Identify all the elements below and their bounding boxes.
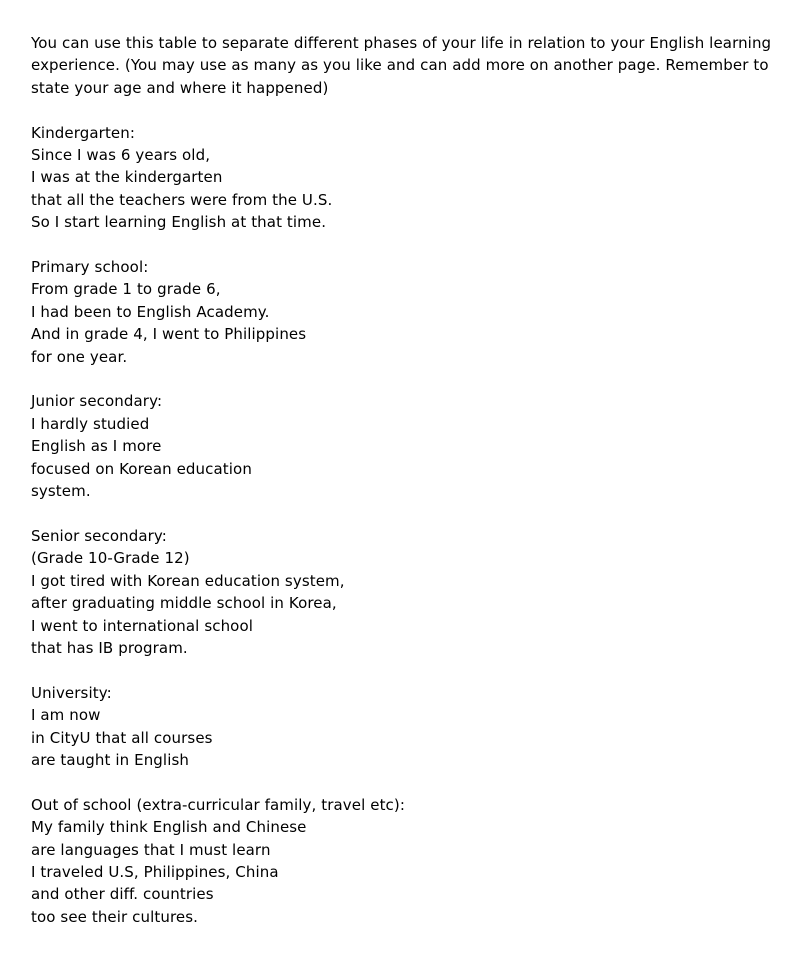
section-heading: Senior secondary: (31, 526, 167, 545)
section-line: I went to international school (31, 616, 254, 635)
section-heading: Out of school (extra-curricular family, travel etc): (31, 795, 406, 814)
section-heading: University: (31, 683, 112, 702)
section-senior-secondary (31, 525, 771, 659)
section-junior-secondary (31, 390, 771, 502)
section-line: So I start learning English at that time. (31, 213, 327, 232)
intro-line: You can use this table to separate different phases of your life in relation to your English learning (31, 34, 772, 52)
section-line: are languages that I must learn (31, 840, 271, 859)
section-line: that all the teachers were from the U.S. (31, 190, 333, 209)
section-line: are taught in English (31, 750, 189, 769)
section-line: I was at the kindergarten (31, 168, 223, 187)
section-line: in CityU that all courses (31, 728, 213, 747)
section-university (31, 682, 771, 772)
section-line: too see their cultures. (31, 907, 199, 926)
section-line: And in grade 4, I went to Philippines (31, 325, 307, 344)
section-line: (Grade 10-Grade 12) (31, 549, 190, 568)
section-out-of-school (31, 794, 771, 928)
document-page (31, 32, 771, 951)
section-line: and other diff. countries (31, 885, 214, 904)
section-heading: Junior secondary: (31, 392, 163, 411)
section-line: From grade 1 to grade 6, (31, 280, 221, 299)
section-line: for one year. (31, 347, 128, 366)
section-line: I had been to English Academy. (31, 302, 270, 321)
section-heading: Primary school: (31, 258, 149, 277)
section-line: focused on Korean education (31, 459, 252, 478)
intro-paragraph (31, 32, 771, 99)
section-line: that has IB program. (31, 638, 188, 657)
section-line: Since I was 6 years old, (31, 146, 211, 165)
section-line: I hardly studied (31, 414, 150, 433)
section-line: after graduating middle school in Korea, (31, 594, 337, 613)
section-line: I traveled U.S, Philippines, China (31, 862, 279, 881)
section-line: I got tired with Korean education system, (31, 571, 345, 590)
intro-line: experience. (You may use as many as you like and can add more on another page. Remember to (31, 56, 769, 75)
intro-line: state your age and where it happened) (31, 78, 329, 97)
section-line: My family think English and Chinese (31, 818, 307, 837)
section-line: I am now (31, 706, 101, 725)
section-heading: Kindergarten: (31, 123, 136, 142)
section-line: system. (31, 482, 91, 501)
section-kindergarten (31, 122, 771, 234)
section-line: English as I more (31, 437, 162, 456)
section-primary-school (31, 256, 771, 368)
